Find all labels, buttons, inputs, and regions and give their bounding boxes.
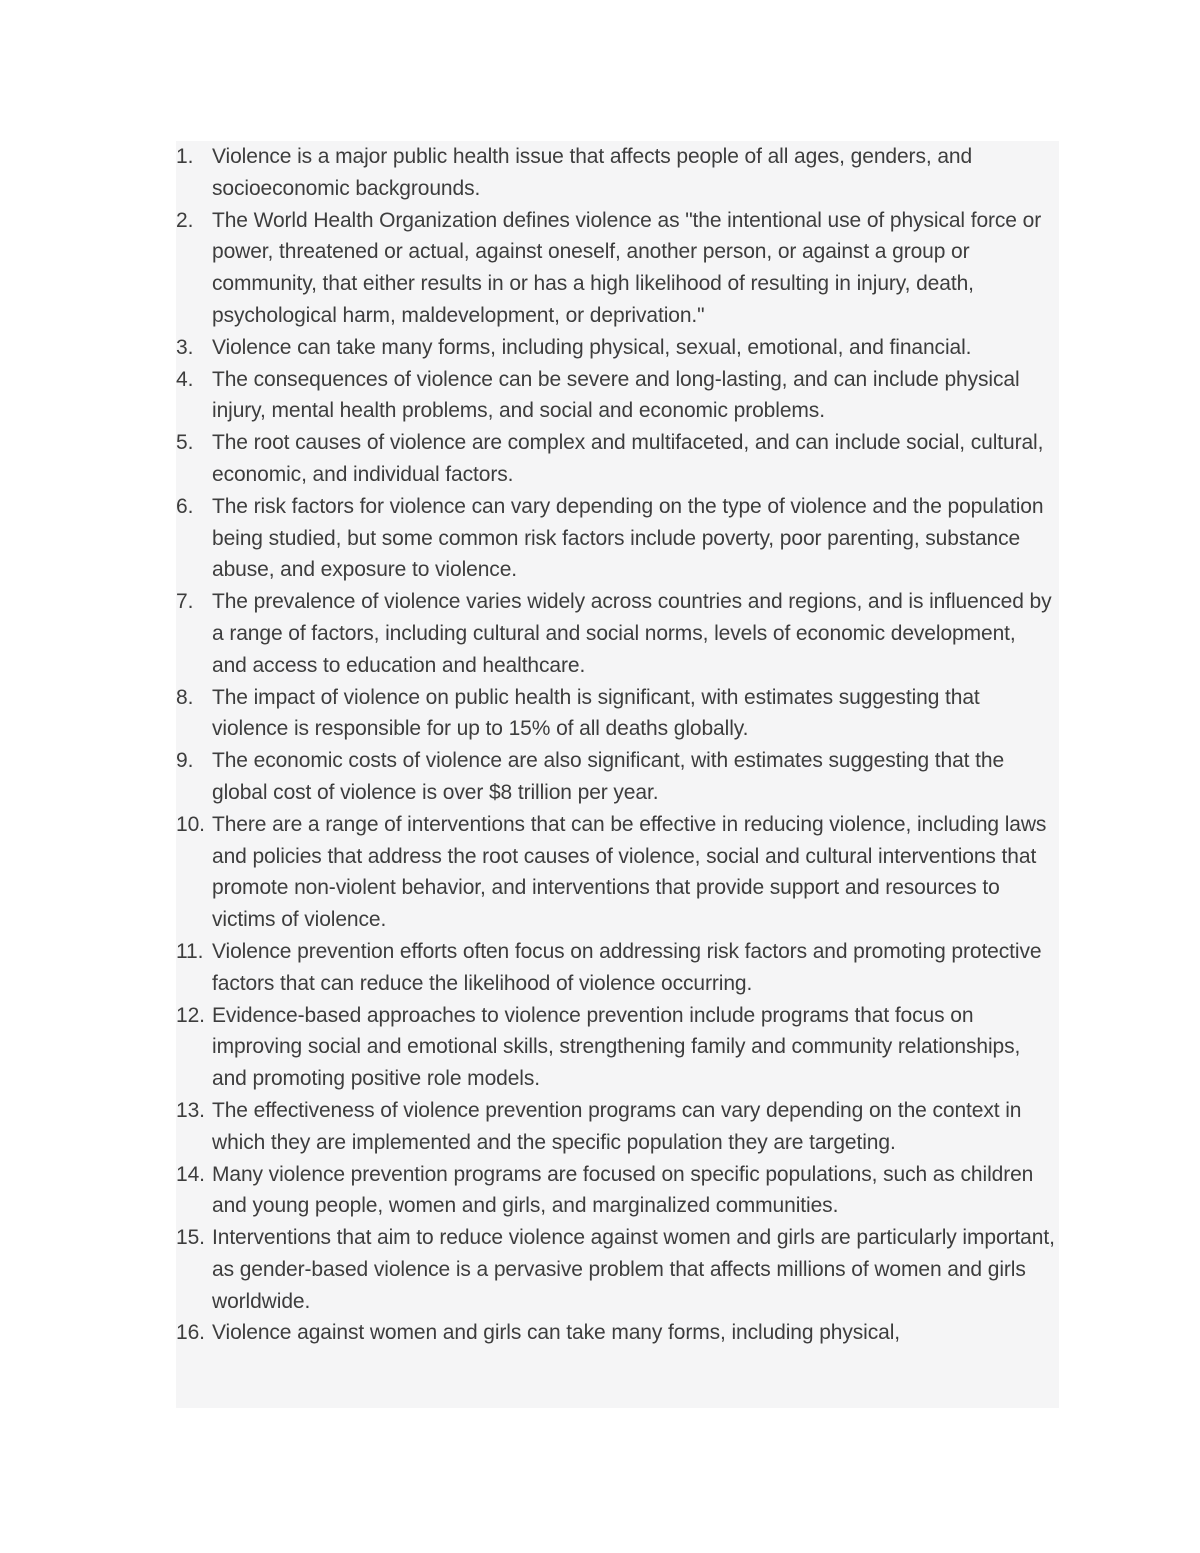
item-text: The prevalence of violence varies widely across countries and regions, and is influenced by a range of factors, including cultural and social norms, levels of economic development, and access to education and healthcare. — [212, 590, 1052, 677]
item-number: 5. — [176, 431, 194, 455]
item-number: 8. — [176, 685, 194, 709]
item-number: 12. — [176, 1003, 205, 1027]
item-number: 16. — [176, 1321, 205, 1345]
item-number: 6. — [176, 494, 194, 518]
list-item — [176, 141, 1059, 205]
item-text: Evidence-based approaches to violence prevention include programs that focus on improving social and emotional skills, strengthening family and community relationships, and promoting positive role models. — [212, 1003, 1021, 1091]
item-text: The impact of violence on public health is significant, with estimates suggesting that violence is responsible for up to 15% of all deaths globally. — [212, 685, 980, 741]
item-number: 14. — [176, 1162, 205, 1186]
item-text: The risk factors for violence can vary depending on the type of violence and the population being studied, but some common risk factors include poverty, poor parenting, substance abuse, and exposure to violence. — [212, 494, 1044, 582]
item-text: Violence is a major public health issue that affects people of all ages, genders, and socioeconomic backgrounds. — [212, 145, 973, 200]
list-item — [176, 332, 1059, 364]
list-item — [176, 809, 1059, 936]
item-text: The economic costs of violence are also significant, with estimates suggesting that the global cost of violence is over $8 trillion per year. — [212, 749, 1005, 804]
item-number: 13. — [176, 1098, 205, 1122]
list-item — [176, 745, 1059, 809]
item-text: Violence prevention efforts often focus on addressing risk factors and promoting protective factors that can reduce the likelihood of violence occurring. — [212, 939, 1042, 995]
list-item — [176, 1095, 1059, 1159]
item-text: The consequences of violence can be severe and long-lasting, and can include physical injury, mental health problems, and social and economic problems. — [212, 367, 1020, 423]
list-item — [176, 1159, 1059, 1223]
list-item — [176, 682, 1059, 746]
item-text: Many violence prevention programs are focused on specific populations, such as children and young people, women and girls, and marginalized communities. — [212, 1162, 1034, 1218]
item-text: The root causes of violence are complex and multifaceted, and can include social, cultural, economic, and individual factors. — [212, 431, 1044, 486]
item-text: Interventions that aim to reduce violence against women and girls are particularly important, as gender-based violence is a pervasive problem that affects millions of women and girls worldwide. — [212, 1226, 1055, 1313]
item-number: 11. — [176, 939, 204, 963]
item-number: 2. — [176, 208, 194, 232]
item-text: There are a range of interventions that can be effective in reducing violence, including laws and policies that address the root causes of violence, social and cultural interventions that promote non-violent behavior, and interventions that provide support and resources to victims of violence. — [212, 812, 1047, 932]
list-item — [176, 936, 1059, 1000]
text-block — [176, 141, 1059, 1408]
list-item — [176, 205, 1059, 332]
item-text: Violence against women and girls can take many forms, including physical, — [212, 1321, 901, 1345]
list-item — [176, 1222, 1059, 1317]
item-number: 3. — [176, 335, 194, 359]
list-item — [176, 1000, 1059, 1095]
numbered-list — [176, 141, 1059, 1349]
item-text: The World Health Organization defines violence as "the intentional use of physical force or power, threatened or actual, against oneself, another person, or against a group or community, that either results in or has a high likelihood of resulting in injury, death, psychological harm, maldevelopment, or deprivation." — [212, 208, 1042, 327]
list-item — [176, 427, 1059, 491]
list-item — [176, 491, 1059, 586]
list-item — [176, 586, 1059, 681]
item-number: 15. — [176, 1226, 205, 1250]
item-number: 9. — [176, 749, 194, 773]
item-number: 1. — [176, 145, 194, 168]
item-number: 10. — [176, 812, 205, 836]
list-item — [176, 364, 1059, 428]
item-text: Violence can take many forms, including physical, sexual, emotional, and financial. — [212, 335, 972, 359]
item-text: The effectiveness of violence prevention programs can vary depending on the context in which they are implemented and the specific population they are targeting. — [212, 1098, 1022, 1154]
list-item — [176, 1317, 1059, 1349]
item-number: 7. — [176, 590, 194, 614]
item-number: 4. — [176, 367, 194, 391]
